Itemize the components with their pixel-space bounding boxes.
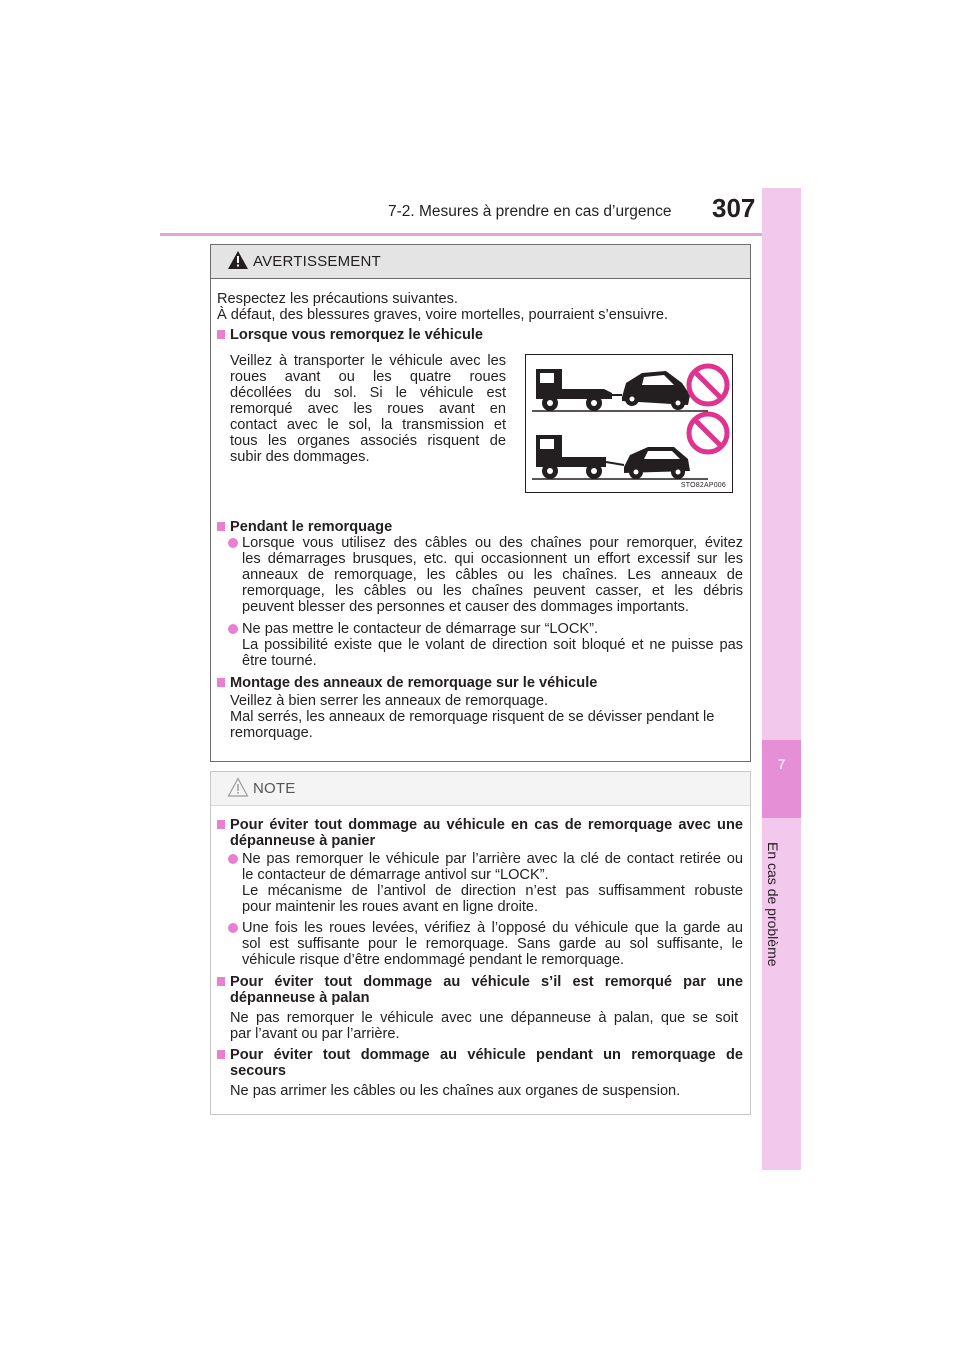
towing-illustration [525,354,733,493]
chapter-number-tab [762,740,801,818]
body-line: Lorsque vous utilisez des câbles ou des chaînes pour remorquer, évitez [242,535,743,551]
section-bullet [217,977,225,986]
body-line: remorquage, les câbles ou les chaînes peuvent casser, et les débris [242,583,743,599]
body-line: anneaux de remorquage, les câbles ou les chaînes. Les anneaux de [242,567,743,583]
header-rule [160,233,800,236]
section-bullet [217,820,225,829]
warning-header [211,245,750,279]
section-heading: Montage des anneaux de remorquage sur le véhicule [230,675,598,691]
section-bullet [217,522,225,531]
body-line: roues avant ou les quatre roues [230,369,506,385]
note-triangle-icon [227,777,249,797]
body-line: par l’avant ou par l’arrière. [230,1026,400,1042]
body-line: décollées du sol. Si le véhicule est [230,385,506,401]
chapter-title: En cas de problème [765,842,781,967]
section-heading: dépanneuse à palan [230,990,370,1006]
body-line: le contacteur de démarrage antivol sur “LOCK”. [242,867,549,883]
prohibition-icon [689,414,727,452]
note-title: NOTE [253,780,296,797]
section-title: 7-2. Mesures à prendre en cas d’urgence [388,203,672,220]
list-bullet [228,923,238,933]
warning-triangle-icon [227,250,249,270]
body-line: subir des dommages. [230,449,370,465]
section-heading: Lorsque vous remorquez le véhicule [230,327,484,343]
section-bullet [217,1050,225,1059]
body-line: être tourné. [242,653,317,669]
chapter-number: 7 [777,756,786,772]
body-line: peuvent blesser des personnes et causer des dommages importants. [242,599,689,615]
section-heading: Pour éviter tout dommage au véhicule pendant un remorquage de [230,1047,743,1063]
body-line: Mal serrés, les anneaux de remorquage risquent de se dévisser pendant le [230,709,715,725]
warning-box [210,244,751,762]
body-line: Veillez à transporter le véhicule avec les [230,353,506,369]
prohibition-icon [689,366,727,404]
section-heading: Pour éviter tout dommage au véhicule en cas de remorquage avec une [230,817,743,833]
page-number: 307 [712,193,756,223]
section-heading: Pour éviter tout dommage au véhicule s’il est remorqué par une [230,974,743,990]
body-line: Ne pas remorquer le véhicule avec une dépanneuse à palan, que se soit [230,1010,738,1026]
body-line: Une fois les roues levées, vérifiez à l’opposé du véhicule que la garde au [242,920,743,936]
body-line: sol est suffisante pour le remorquage. Sans garde au sol suffisante, le [242,936,743,952]
body-line: véhicule risque d’être endommagé pendant le remorquage. [242,952,625,968]
body-line: remorqué avec les roues avant en [230,401,506,417]
body-line: La possibilité existe que le volant de direction soit bloqué et ne puisse pas [242,637,743,653]
section-heading: secours [230,1063,286,1079]
section-heading: dépanneuse à panier [230,833,376,849]
warning-intro-line: À défaut, des blessures graves, voire mortelles, pourraient s’ensuivre. [217,307,669,323]
chapter-side-tab [762,188,801,1170]
warning-title: AVERTISSEMENT [253,253,381,270]
body-line: remorquage. [230,725,313,741]
body-line: Ne pas arrimer les câbles ou les chaînes aux organes de suspension. [230,1083,681,1099]
body-line: pour maintenir les roues avant en ligne droite. [242,899,539,915]
body-line: contact avec le sol, la transmission et [230,417,506,433]
section-bullet [217,330,225,339]
note-box [210,771,751,1115]
section-heading: Pendant le remorquage [230,519,393,535]
list-bullet [228,624,238,634]
towing-drawing [526,355,732,492]
list-bullet [228,854,238,864]
body-line: les démarrages brusques, etc. qui occasionnent un effort excessif sur les [242,551,743,567]
body-line: Le mécanisme de l’antivol de direction n’est pas suffisamment robuste [242,883,743,899]
warning-intro-line: Respectez les précautions suivantes. [217,291,458,307]
section-bullet [217,678,225,687]
body-line: Ne pas remorquer le véhicule par l’arrière avec la clé de contact retirée ou [242,851,743,867]
body-line: Ne pas mettre le contacteur de démarrage sur “LOCK”. [242,621,599,637]
list-bullet [228,538,238,548]
note-header [211,772,750,806]
figure-id: STO82AP006 [680,482,726,489]
body-line: Veillez à bien serrer les anneaux de remorquage. [230,693,549,709]
body-line: tous les organes associés risquent de [230,433,506,449]
